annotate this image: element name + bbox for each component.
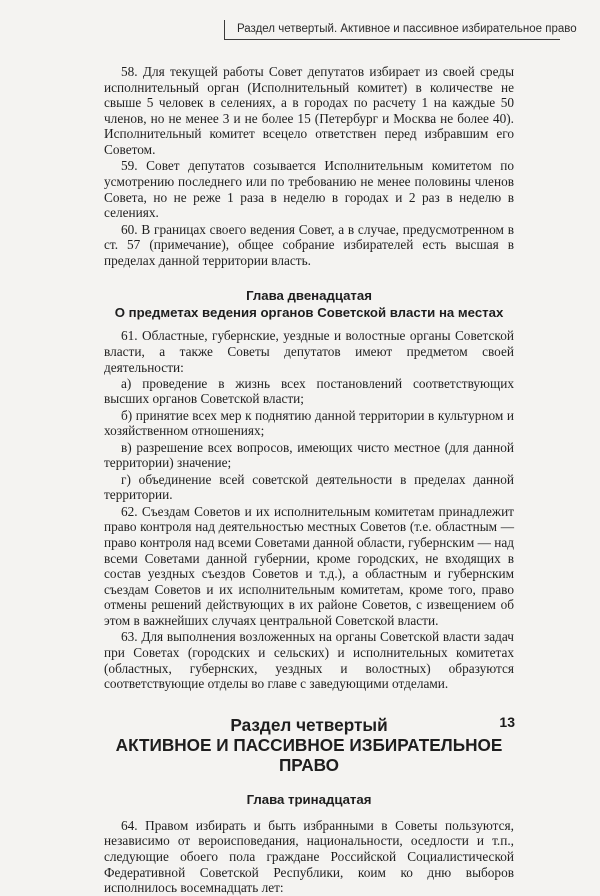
article-62: 62. Съездам Советов и их исполнительным комитетам принадлежит право контроля над деятельностью местных Советов (т.е. областным — право контроля над всеми Советами данной области, губернским — над всеми Советами данной губернии, кроме городских, не входящих в состав уездных съездов Советов и т.д.), а областным и губернским съездам Советов и их исполнительным комитетам, кроме того, право отмены решений действующих в их районе Советов, с извещением об этом в важнейших случаях центральной Советской власти. xyxy=(104,503,514,628)
running-header xyxy=(224,20,577,40)
article-61-item-a: а) проведение в жизнь всех постановлений соответствующих высших органов Советской власти; xyxy=(104,375,514,407)
article-61-item-c: в) разрешение всех вопросов, имеющих чисто местное (для данной территории) значение; xyxy=(104,439,514,471)
article-64: 64. Правом избирать и быть избранными в Советы пользуются, независимо от вероисповедания, национальности, оседлости и т.п., следующие обоего пола граждане Российской Социалистической Федеративной Советской Республики, коим ко дню выборов исполнилось восемнадцать лет: xyxy=(104,817,514,896)
chapter-12-subtitle: О предметах ведения органов Советской власти на местах xyxy=(114,305,504,321)
section-4-heading: Раздел четвертый xyxy=(230,714,388,735)
article-61-item-d: г) объединение всей советской деятельности в пределах данной территории. xyxy=(104,471,514,503)
article-61: 61. Областные, губернские, уездные и волостные органы Советской власти, а также Советы депутатов имеют предметом своей деятельности: xyxy=(104,328,514,375)
running-header-title: Раздел четвертый. Активное и пассивное избирательное право xyxy=(237,23,577,35)
chapter-12-title: Глава двенадцатая xyxy=(246,288,372,304)
page-body xyxy=(104,64,514,896)
article-58: 58. Для текущей работы Совет депутатов избирает из своей среды исполнительный орган (Исполнительный комитет) в количестве не свыше 5 человек в селениях, а в городах по расчету 1 на каждые 50 членов, но не менее 3 и не более 15 (Петербург и Москва не более 40). Исполнительный комитет всецело ответствен перед избравшим его Советом. xyxy=(104,64,514,157)
section-4-title: АКТИВНОЕ И ПАССИВНОЕ ИЗБИРАТЕЛЬНОЕ ПРАВО xyxy=(115,734,503,775)
article-61-item-b: б) принятие всех мер к поднятию данной территории в культурном и хозяйственном отношениях; xyxy=(104,407,514,439)
page-number: 13 xyxy=(499,714,515,730)
chapter-13-title: Глава тринадцатая xyxy=(246,791,372,807)
article-59: 59. Совет депутатов созывается Исполнительным комитетом по усмотрению последнего или по требованию не менее половины членов Совета, но не реже 1 раза в неделю в городах и 2 раз в неделю в селениях. xyxy=(104,158,514,221)
article-63: 63. Для выполнения возложенных на органы Советской власти задач при Советах (городских и сельских) и исполнительных комитетах (областных, губернских, уездных и волостных) образуются соответствующие отделы во главе с заведующими отделами. xyxy=(104,629,514,692)
article-60: 60. В границах своего ведения Совет, а в случае, предусмотренном в ст. 57 (примечание), общее собрание избирателей есть высшая в пределах данной территории власть. xyxy=(104,221,514,268)
